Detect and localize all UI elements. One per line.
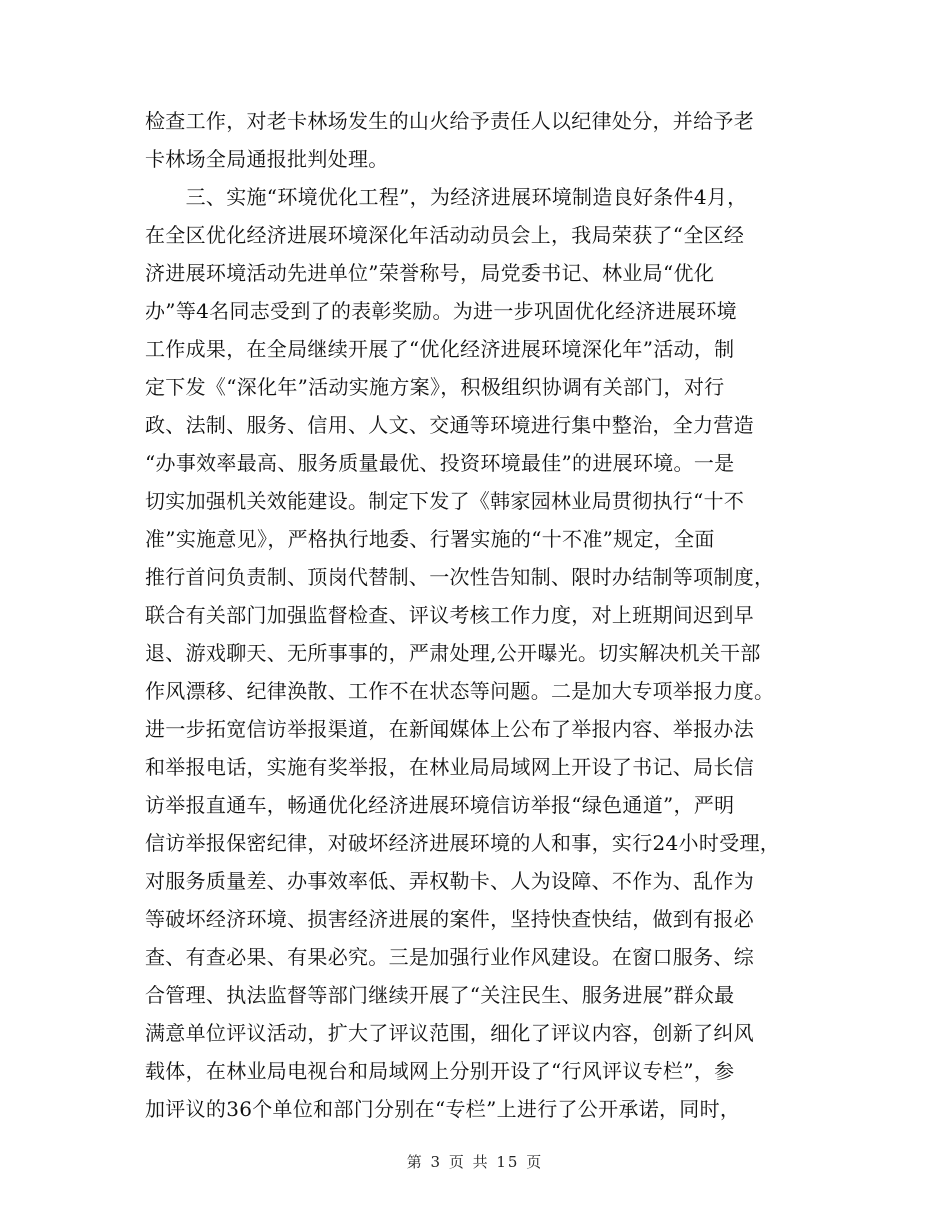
text-line: 载体，在林业局电视台和局域网上分别开设了“行风评议专栏”，参 xyxy=(145,1059,735,1083)
page-number: 第 3 页 共 15 页 xyxy=(406,1153,544,1171)
text-line: 在全区优化经济进展环境深化年活动动员会上，我局荣获了“全区经 xyxy=(145,223,745,247)
text-line: 加评议的36个单位和部门分别在“专栏”上进行了公开承诺，同时， xyxy=(145,1097,741,1121)
text-line: 定下发《“深化年”活动实施方案》，积极组织协调有关部门，对行 xyxy=(145,375,725,399)
text-line: 等破坏经济环境、损害经济进展的案件，坚持快查快结，做到有报必 xyxy=(145,907,754,931)
text-line: 和举报电话，实施有奖举报，在林业局局域网上开设了书记、局长信 xyxy=(145,755,754,779)
text-line: 查、有查必果、有果必究。三是加强行业作风建设。在窗口服务、综 xyxy=(145,945,754,969)
body-text xyxy=(145,102,810,1128)
text-line: 合管理、执法监督等部门继续开展了“关注民生、服务进展”群众最 xyxy=(145,983,735,1007)
text-line: 联合有关部门加强监督检查、评议考核工作力度，对上班期间迟到早 xyxy=(145,603,754,627)
text-line: 满意单位评议活动，扩大了评议范围，细化了评议内容，创新了纠风 xyxy=(145,1021,754,1045)
text-line: 推行首问负责制、顶岗代替制、一次性告知制、限时办结制等项制度， xyxy=(145,565,775,589)
text-line: 卡林场全局通报批判处理。 xyxy=(145,147,389,171)
text-line: 三、实施“环境优化工程”，为经济进展环境制造良好条件4月， xyxy=(145,185,748,209)
text-line: 工作成果，在全局继续开展了“优化经济进展环境深化年”活动，制 xyxy=(145,337,735,361)
text-line: “办事效率最高、服务质量最优、投资环境最佳”的进展环境。一是 xyxy=(145,451,735,475)
text-line: 准”实施意见》，严格执行地委、行署实施的“十不准”规定，全面 xyxy=(145,527,715,551)
text-line: 对服务质量差、办事效率低、弄权勒卡、人为设障、不作为、乱作为 xyxy=(145,869,754,893)
text-line: 检查工作，对老卡林场发生的山火给予责任人以纪律处分，并给予老 xyxy=(145,109,754,133)
text-line: 进一步拓宽信访举报渠道，在新闻媒体上公布了举报内容、举报办法 xyxy=(145,717,754,741)
text-line: 办”等4名同志受到了的表彰奖励。为进一步巩固优化经济进展环境 xyxy=(145,299,737,323)
text-line: 济进展环境活动先进单位”荣誉称号，局党委书记、林业局“优化 xyxy=(145,261,715,285)
text-line: 作风漂移、纪律涣散、工作不在状态等问题。二是加大专项举报力度。 xyxy=(145,679,775,703)
text-line: 政、法制、服务、信用、人文、交通等环境进行集中整治，全力营造 xyxy=(145,413,754,437)
text-line: 切实加强机关效能建设。制定下发了《韩家园林业局贯彻执行“十不 xyxy=(145,489,745,513)
text-line: 信访举报保密纪律，对破坏经济进展环境的人和事，实行24小时受理， xyxy=(145,831,781,855)
text-line: 退、游戏聊天、无所事事的，严肃处理,公开曝光。切实解决机关干部 xyxy=(145,641,761,665)
text-line: 访举报直通车，畅通优化经济进展环境信访举报“绿色通道”，严明 xyxy=(145,793,735,817)
